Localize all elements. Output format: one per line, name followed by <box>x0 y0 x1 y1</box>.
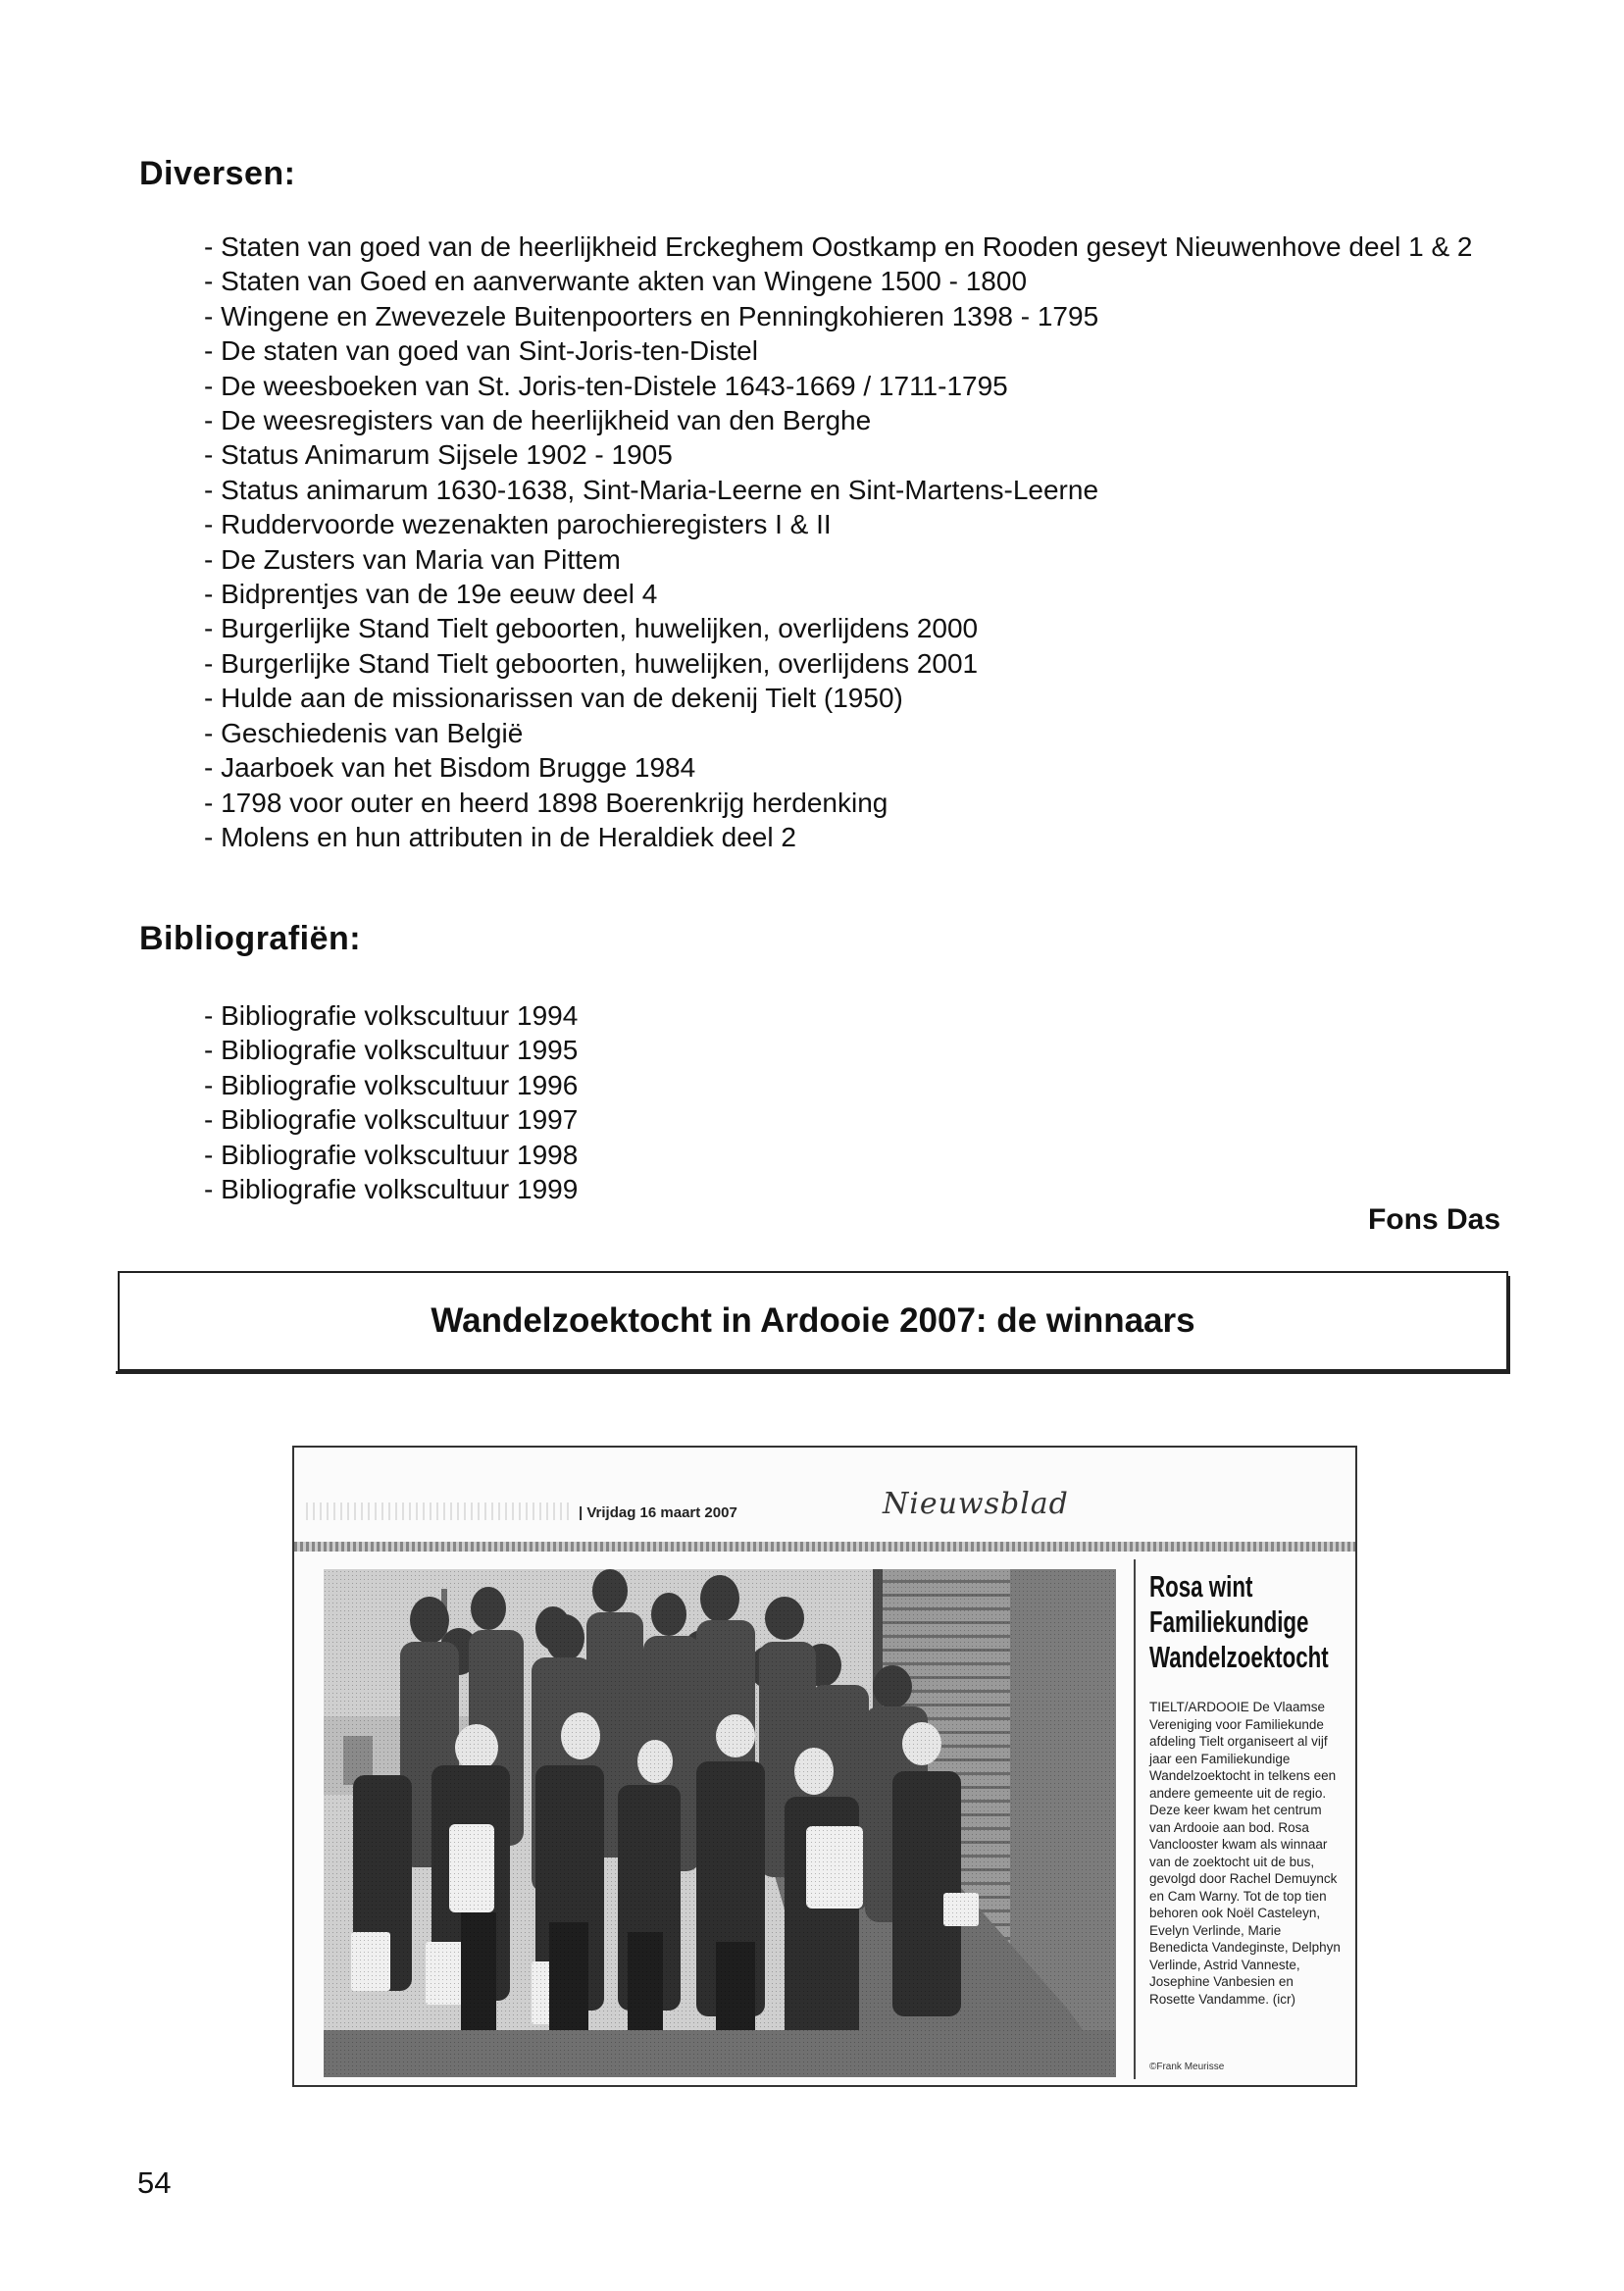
list-item: - Wingene en Zwevezele Buitenpoorters en Penningkohieren 1398 - 1795 <box>204 299 1518 333</box>
bibliografien-list <box>204 998 1518 1206</box>
article-title: Wandelzoektocht in Ardooie 2007: de winnaars <box>431 1301 1195 1340</box>
diversen-list <box>204 229 1518 854</box>
diversen-heading: Diversen: <box>139 155 296 192</box>
masthead-scan-noise <box>306 1502 571 1520</box>
group-photo <box>324 1569 1116 2077</box>
list-item: - Bibliografie volkscultuur 1998 <box>204 1138 1518 1172</box>
list-item: - Status animarum 1630-1638, Sint-Maria-Leerne en Sint-Martens-Leerne <box>204 473 1518 507</box>
list-item: - Bidprentjes van de 19e eeuw deel 4 <box>204 577 1518 611</box>
clipping-header-rule <box>294 1542 1355 1552</box>
list-item: - Burgerlijke Stand Tielt geboorten, huwelijken, overlijdens 2001 <box>204 646 1518 681</box>
clipping-headline: Rosa wint Familiekundige Wandelzoektocht <box>1149 1569 1329 1674</box>
list-item: - Jaarboek van het Bisdom Brugge 1984 <box>204 750 1518 785</box>
list-item: - Hulde aan de missionarissen van de dekenij Tielt (1950) <box>204 681 1518 715</box>
article-title-box <box>118 1271 1508 1371</box>
list-item: - Bibliografie volkscultuur 1994 <box>204 998 1518 1033</box>
list-item: - Geschiedenis van België <box>204 716 1518 750</box>
photo-credit: ©Frank Meurisse <box>1149 2062 1225 2072</box>
newspaper-clipping <box>292 1446 1357 2087</box>
list-item: - Ruddervoorde wezenakten parochieregisters I & II <box>204 507 1518 541</box>
clipping-column-divider <box>1134 1559 1136 2079</box>
author-signature: Fons Das <box>1367 1203 1500 1236</box>
page-number: 54 <box>137 2165 172 2200</box>
handwritten-source-note: Nieuwsblad <box>883 1487 1069 1521</box>
list-item: - De staten van goed van Sint-Joris-ten-Distel <box>204 333 1518 368</box>
list-item: - Status Animarum Sijsele 1902 - 1905 <box>204 437 1518 472</box>
list-item: - Bibliografie volkscultuur 1996 <box>204 1068 1518 1102</box>
clipping-body: TIELT/ARDOOIE De Vlaamse Vereniging voor Familiekunde afdeling Tielt organiseert al vijf jaar een Familiekundige Wandelzoektocht in telkens een andere gemeente uit de regio. Deze keer kwam het centrum van Ardooie aan bod. Rosa Vanclooster kwam als winnaar van de zoektocht uit de bus, gevolgd door Rachel Demuynck en Cam Warny. Tot de top tien behoren ook Noël Casteleyn, Evelyn Verlinde, Marie Benedicta Vandeginste, Delphyn Verlinde, Astrid Vanneste, Josephine Vanbesien en Rosette Vandamme. (icr) <box>1149 1700 1341 2007</box>
list-item: - Staten van Goed en aanverwante akten van Wingene 1500 - 1800 <box>204 264 1518 298</box>
list-item: - De weesboeken van St. Joris-ten-Distele 1643-1669 / 1711-1795 <box>204 369 1518 403</box>
list-item: - Bibliografie volkscultuur 1997 <box>204 1102 1518 1137</box>
group-photo-image <box>324 1569 1116 2077</box>
list-item: - De Zusters van Maria van Pittem <box>204 542 1518 577</box>
list-item: - Staten van goed van de heerlijkheid Erckeghem Oostkamp en Rooden geseyt Nieuwenhove deel 1 & 2 <box>204 229 1518 264</box>
list-item: - De weesregisters van de heerlijkheid van den Berghe <box>204 403 1518 437</box>
clipping-date: | Vrijdag 16 maart 2007 <box>579 1504 737 1521</box>
list-item: - Burgerlijke Stand Tielt geboorten, huwelijken, overlijdens 2000 <box>204 611 1518 645</box>
list-item: - Bibliografie volkscultuur 1995 <box>204 1033 1518 1067</box>
list-item: - Molens en hun attributen in de Heraldiek deel 2 <box>204 820 1518 854</box>
list-item: - 1798 voor outer en heerd 1898 Boerenkrijg herdenking <box>204 786 1518 820</box>
list-item: - Bibliografie volkscultuur 1999 <box>204 1172 1518 1206</box>
bibliografien-heading: Bibliografiën: <box>139 920 362 957</box>
